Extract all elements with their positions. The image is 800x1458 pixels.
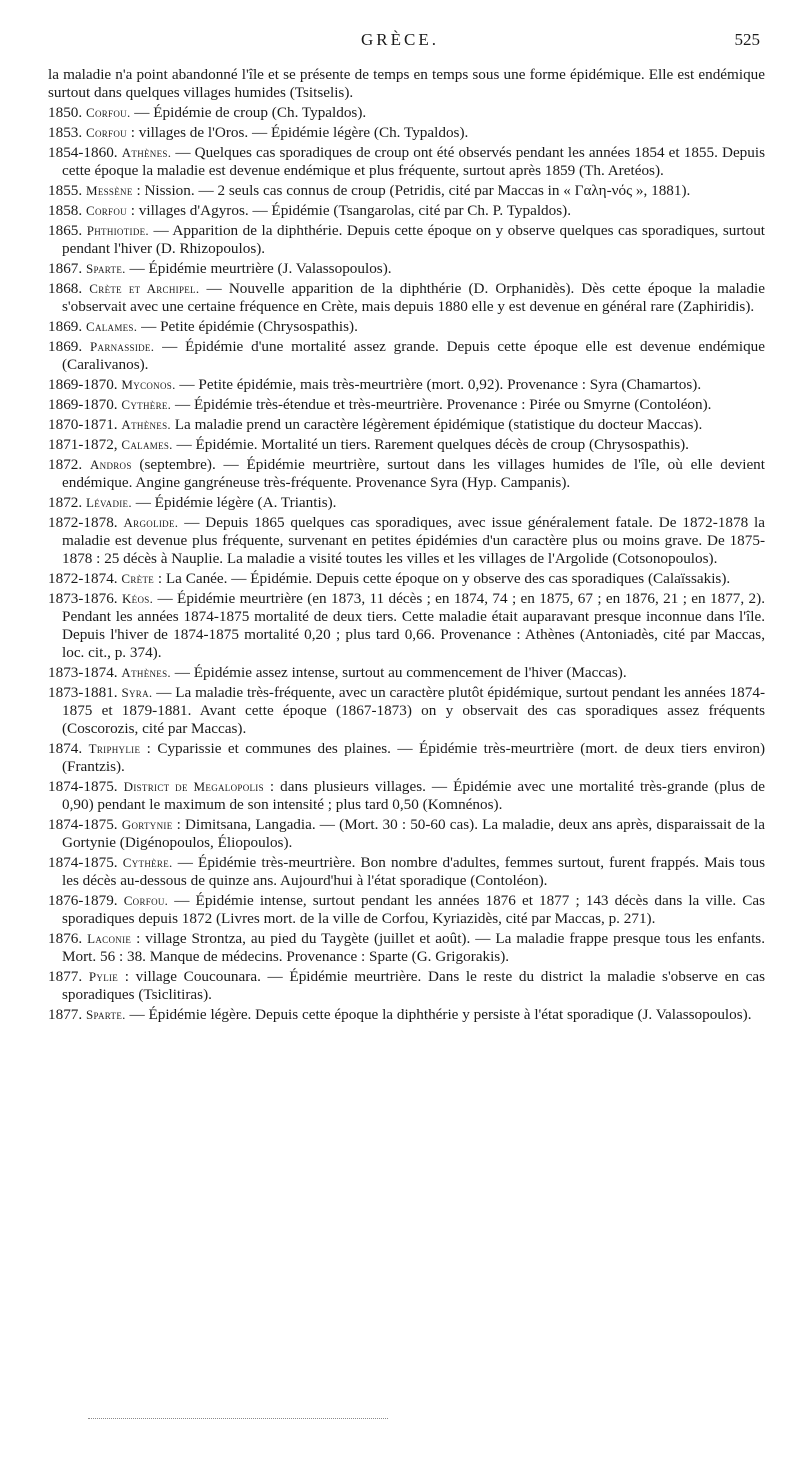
entry-text: — Épidémie meurtrière (J. Valassopoulos). [125,260,392,277]
chronology-entry [48,1006,765,1024]
entry-year: 1874-1875. [48,854,118,871]
entry-year: 1867. [48,260,83,277]
entry-place: Corfou. [85,105,131,120]
chronology-entry [48,892,765,928]
entry-year: 1853. [48,124,83,141]
entry-place: Athènes. [121,665,171,680]
entry-year: 1855. [48,182,83,199]
entry-place: Calames. [121,437,173,452]
entry-text: — Quelques cas sporadiques de croup ont été observés pendant les années 1854 et 1855. Depuis cette époque la maladie est devenue endémique et plus fréquente, surtout après 1859 (Th. Aretéos). [62,144,765,179]
entry-place: Argolide. [123,515,179,530]
entry-text: : village Strontza, au pied du Taygète (juillet et août). — La maladie frappe presque tous les enfants. Mort. 56 : 38. Manque de médecins. Provenance : Sparte (G. Grigorakis). [62,930,765,965]
page-number: 525 [734,30,760,49]
chronology-entry [48,376,765,394]
entry-year: 1873-1876. [48,590,118,607]
entry-text: — Épidémie de croup (Ch. Typaldos). [130,104,367,121]
entry-place: Calames. [85,319,138,334]
chronology-entry [48,318,765,336]
entry-year: 1858. [48,202,83,219]
chronology-entry [48,570,765,588]
entry-place: Athènes. [121,417,171,432]
entry-year: 1869-1870. [48,376,118,393]
chronology-entry [48,104,765,122]
chronology-entry [48,396,765,414]
entry-text: La maladie prend un caractère légèrement épidémique (statistique du docteur Maccas). [170,416,703,433]
entry-year: 1869. [48,318,83,335]
chronology-entry [48,182,765,200]
chronology-entry [48,124,765,142]
entry-place: Kéos. [121,591,154,606]
entry-place: Lévadie. [85,495,132,510]
entry-place: Myconos. [121,377,176,392]
entry-place: Corfou [85,125,127,140]
entry-text: : La Canée. — Épidémie. Depuis cette époque on y observe des cas sporadiques (Calaïssakis). [154,570,731,587]
chronology-entry [48,456,765,492]
entry-place: District de Megalopolis [123,779,264,794]
entry-text: — Épidémie très-meurtrière. Bon nombre d'adultes, femmes surtout, furent frappés. Mais tous les décès au-dessous de quinze ans. Aujourd'hui à l'état sporadique (Contoléon). [62,854,765,889]
entry-year: 1870-1871. [48,416,118,433]
entry-year: 1868. [48,280,83,297]
entry-place: Cythère. [122,855,173,870]
entry-place: Parnasside. [89,339,155,354]
entry-place: Corfou. [123,893,169,908]
entry-year: 1865. [48,222,83,239]
chronology-entry [48,222,765,258]
entry-place: Pylie [88,969,119,984]
entry-place: Crète et Archipel. [89,281,200,296]
running-title: GRÈCE. [361,30,439,49]
entry-year: 1871-1872, [48,436,118,453]
entry-text: : Nission. — 2 seuls cas connus de croup (Petridis, cité par Maccas in « Γαλη-νός », 1881). [132,182,691,199]
entry-text: — Apparition de la diphthérie. Depuis cette époque on y observe quelques cas sporadiques, surtout pendant l'hiver (D. Rhizopoulos). [62,222,766,257]
entry-text: — Épidémie très-étendue et très-meurtrière. Provenance : Pirée ou Smyrne (Contoléon). [171,396,712,413]
entry-text: — Nouvelle apparition de la diphthérie (D. Orphanidès). Dès cette époque la maladie s'observait avec une certaine fréquence en Crète, mais depuis 1880 elle y est devenue en général rare (Zaphiridis). [62,280,766,315]
entry-place: Triphylie [88,741,141,756]
entry-year: 1872. [48,456,83,473]
chronology-entry [48,514,765,568]
chronology-entry [48,202,765,220]
chronology-entry [48,436,765,454]
entry-year: 1874-1875. [48,778,118,795]
entry-year: 1874. [48,740,83,757]
entry-place: Messène [85,183,133,198]
entry-text: : villages d'Agyros. — Épidémie (Tsangarolas, cité par Ch. P. Typaldos). [126,202,572,219]
entry-text: : village Coucounara. — Épidémie meurtrière. Dans le reste du district la maladie s'observe en cas sporadiques (Tsiclitiras). [62,968,765,1003]
entry-place: Athènes. [121,145,172,160]
intro-paragraph: la maladie n'a point abandonné l'île et se présente de temps en temps sous une forme épidémique. Elle est endémique surtout dans quelques villages humides (Tsitselis). [48,66,765,101]
chronology-entry [48,968,765,1004]
chronology-entry [48,590,765,662]
chronology-entry [48,930,765,966]
entry-text: : Cyparissie et communes des plaines. — Épidémie très-meurtrière (mort. de deux tiers environ) (Frantzis). [62,740,765,775]
chronology-entry [48,684,765,738]
entry-text: — Épidémie. Mortalité un tiers. Rarement quelques décès de croup (Chrysospathis). [172,436,689,453]
entry-place: Gortynie [121,817,173,832]
entry-text: : Dimitsana, Langadia. — (Mort. 30 : 50-60 cas). La maladie, deux ans après, disparaissait de la Gortynie (Digénopoulos, Éliopoulos). [62,816,765,851]
entry-year: 1877. [48,968,83,985]
chronology-entry [48,664,765,682]
chronology-entry [48,260,765,278]
entry-place: Andros [89,457,132,472]
chronology-entry [48,778,765,814]
entry-list [48,104,765,1024]
entry-year: 1869-1870. [48,396,118,413]
chronology-entry [48,854,765,890]
page-header [0,30,800,54]
entry-text: — Petite épidémie, mais très-meurtrière (mort. 0,92). Provenance : Syra (Chamartos). [175,376,702,393]
entry-text: — Épidémie d'une mortalité assez grande. Depuis cette époque elle est devenue endémique (Caralivanos). [62,338,765,373]
entry-place: Corfou [85,203,127,218]
entry-place: Syra. [121,685,153,700]
entry-text: — Petite épidémie (Chrysospathis). [137,318,358,335]
entry-text: — Épidémie assez intense, surtout au commencement de l'hiver (Maccas). [170,664,627,681]
entry-year: 1872. [48,494,83,511]
chronology-entry [48,144,765,180]
chronology-entry [48,816,765,852]
entry-text: — Épidémie légère (A. Triantis). [131,494,337,511]
entry-year: 1850. [48,104,83,121]
entry-place: Sparte. [85,1007,126,1022]
entry-text: — Épidémie légère. Depuis cette époque la diphthérie y persiste à l'état sporadique (J. Valassopoulos). [125,1006,752,1023]
entry-year: 1876-1879. [48,892,118,909]
entry-year: 1872-1878. [48,514,118,531]
entry-year: 1876. [48,930,83,947]
chronology-entry [48,416,765,434]
chronology-entry [48,740,765,776]
chronology-entry [48,338,765,374]
body-text [48,66,765,1026]
entry-year: 1854-1860. [48,144,118,161]
chronology-entry [48,494,765,512]
chronology-entry [48,280,765,316]
entry-text: — La maladie très-fréquente, avec un caractère plutôt épidémique, surtout pendant les années 1874-1875 et 1879-1881. Avant cette époque (1867-1873) on y observait des cas sporadiques assez fréquents (Coscorozis, cité par Maccas). [62,684,765,737]
entry-place: Cythère. [121,397,172,412]
footer-rule [88,1418,388,1423]
entry-place: Phthiotide. [86,223,149,238]
entry-place: Sparte. [85,261,126,276]
entry-text: (septembre). — Épidémie meurtrière, surtout dans les villages humides de l'île, où elle devient endémique. Angine gangréneuse très-fréquente. Provenance Syra (Hyp. Campanis). [62,456,765,491]
entry-year: 1873-1874. [48,664,118,681]
entry-year: 1873-1881. [48,684,118,701]
entry-year: 1872-1874. [48,570,118,587]
entry-text: — Épidémie meurtrière (en 1873, 11 décès ; en 1874, 74 ; en 1875, 67 ; en 1876, 21 ; en 1877, 2). Pendant les années 1874-1875 mortalité de deux tiers. Cette maladie était auparavant presque inconnue dans l'île. Depuis l'hiver de 1874-1875 mortalité 0,20 ; plus tard 0,66. Provenance : Athènes (Antoniadès, cité par Maccas, loc. cit., p. 374). [62,590,765,661]
entry-place: Laconie [87,931,132,946]
entry-text: — Depuis 1865 quelques cas sporadiques, avec issue généralement fatale. De 1872-1878 la maladie est devenue plus fréquente, survenant en petites épidémies d'un caractère plus ou moins grave. De 1875-1878 : 25 décès à Nauplie. La maladie a visité toutes les villes et les villages de l'Argolide (Cotsonopoulos). [62,514,765,567]
entry-place: Crète [121,571,155,586]
entry-year: 1874-1875. [48,816,118,833]
entry-year: 1869. [48,338,83,355]
entry-text: : villages de l'Oros. — Épidémie légère (Ch. Typaldos). [126,124,469,141]
entry-year: 1877. [48,1006,83,1023]
entry-text: : dans plusieurs villages. — Épidémie avec une mortalité très-grande (plus de 0,90) pendant le maximum de son intensité ; plus tard 0,50 (Komnénos). [62,778,765,813]
entry-text: — Épidémie intense, surtout pendant les années 1876 et 1877 ; 143 décès dans la ville. Cas sporadiques depuis 1872 (Livres mort. de la ville de Corfou, Kyriazidès, cité par Maccas, p. 271). [62,892,765,927]
